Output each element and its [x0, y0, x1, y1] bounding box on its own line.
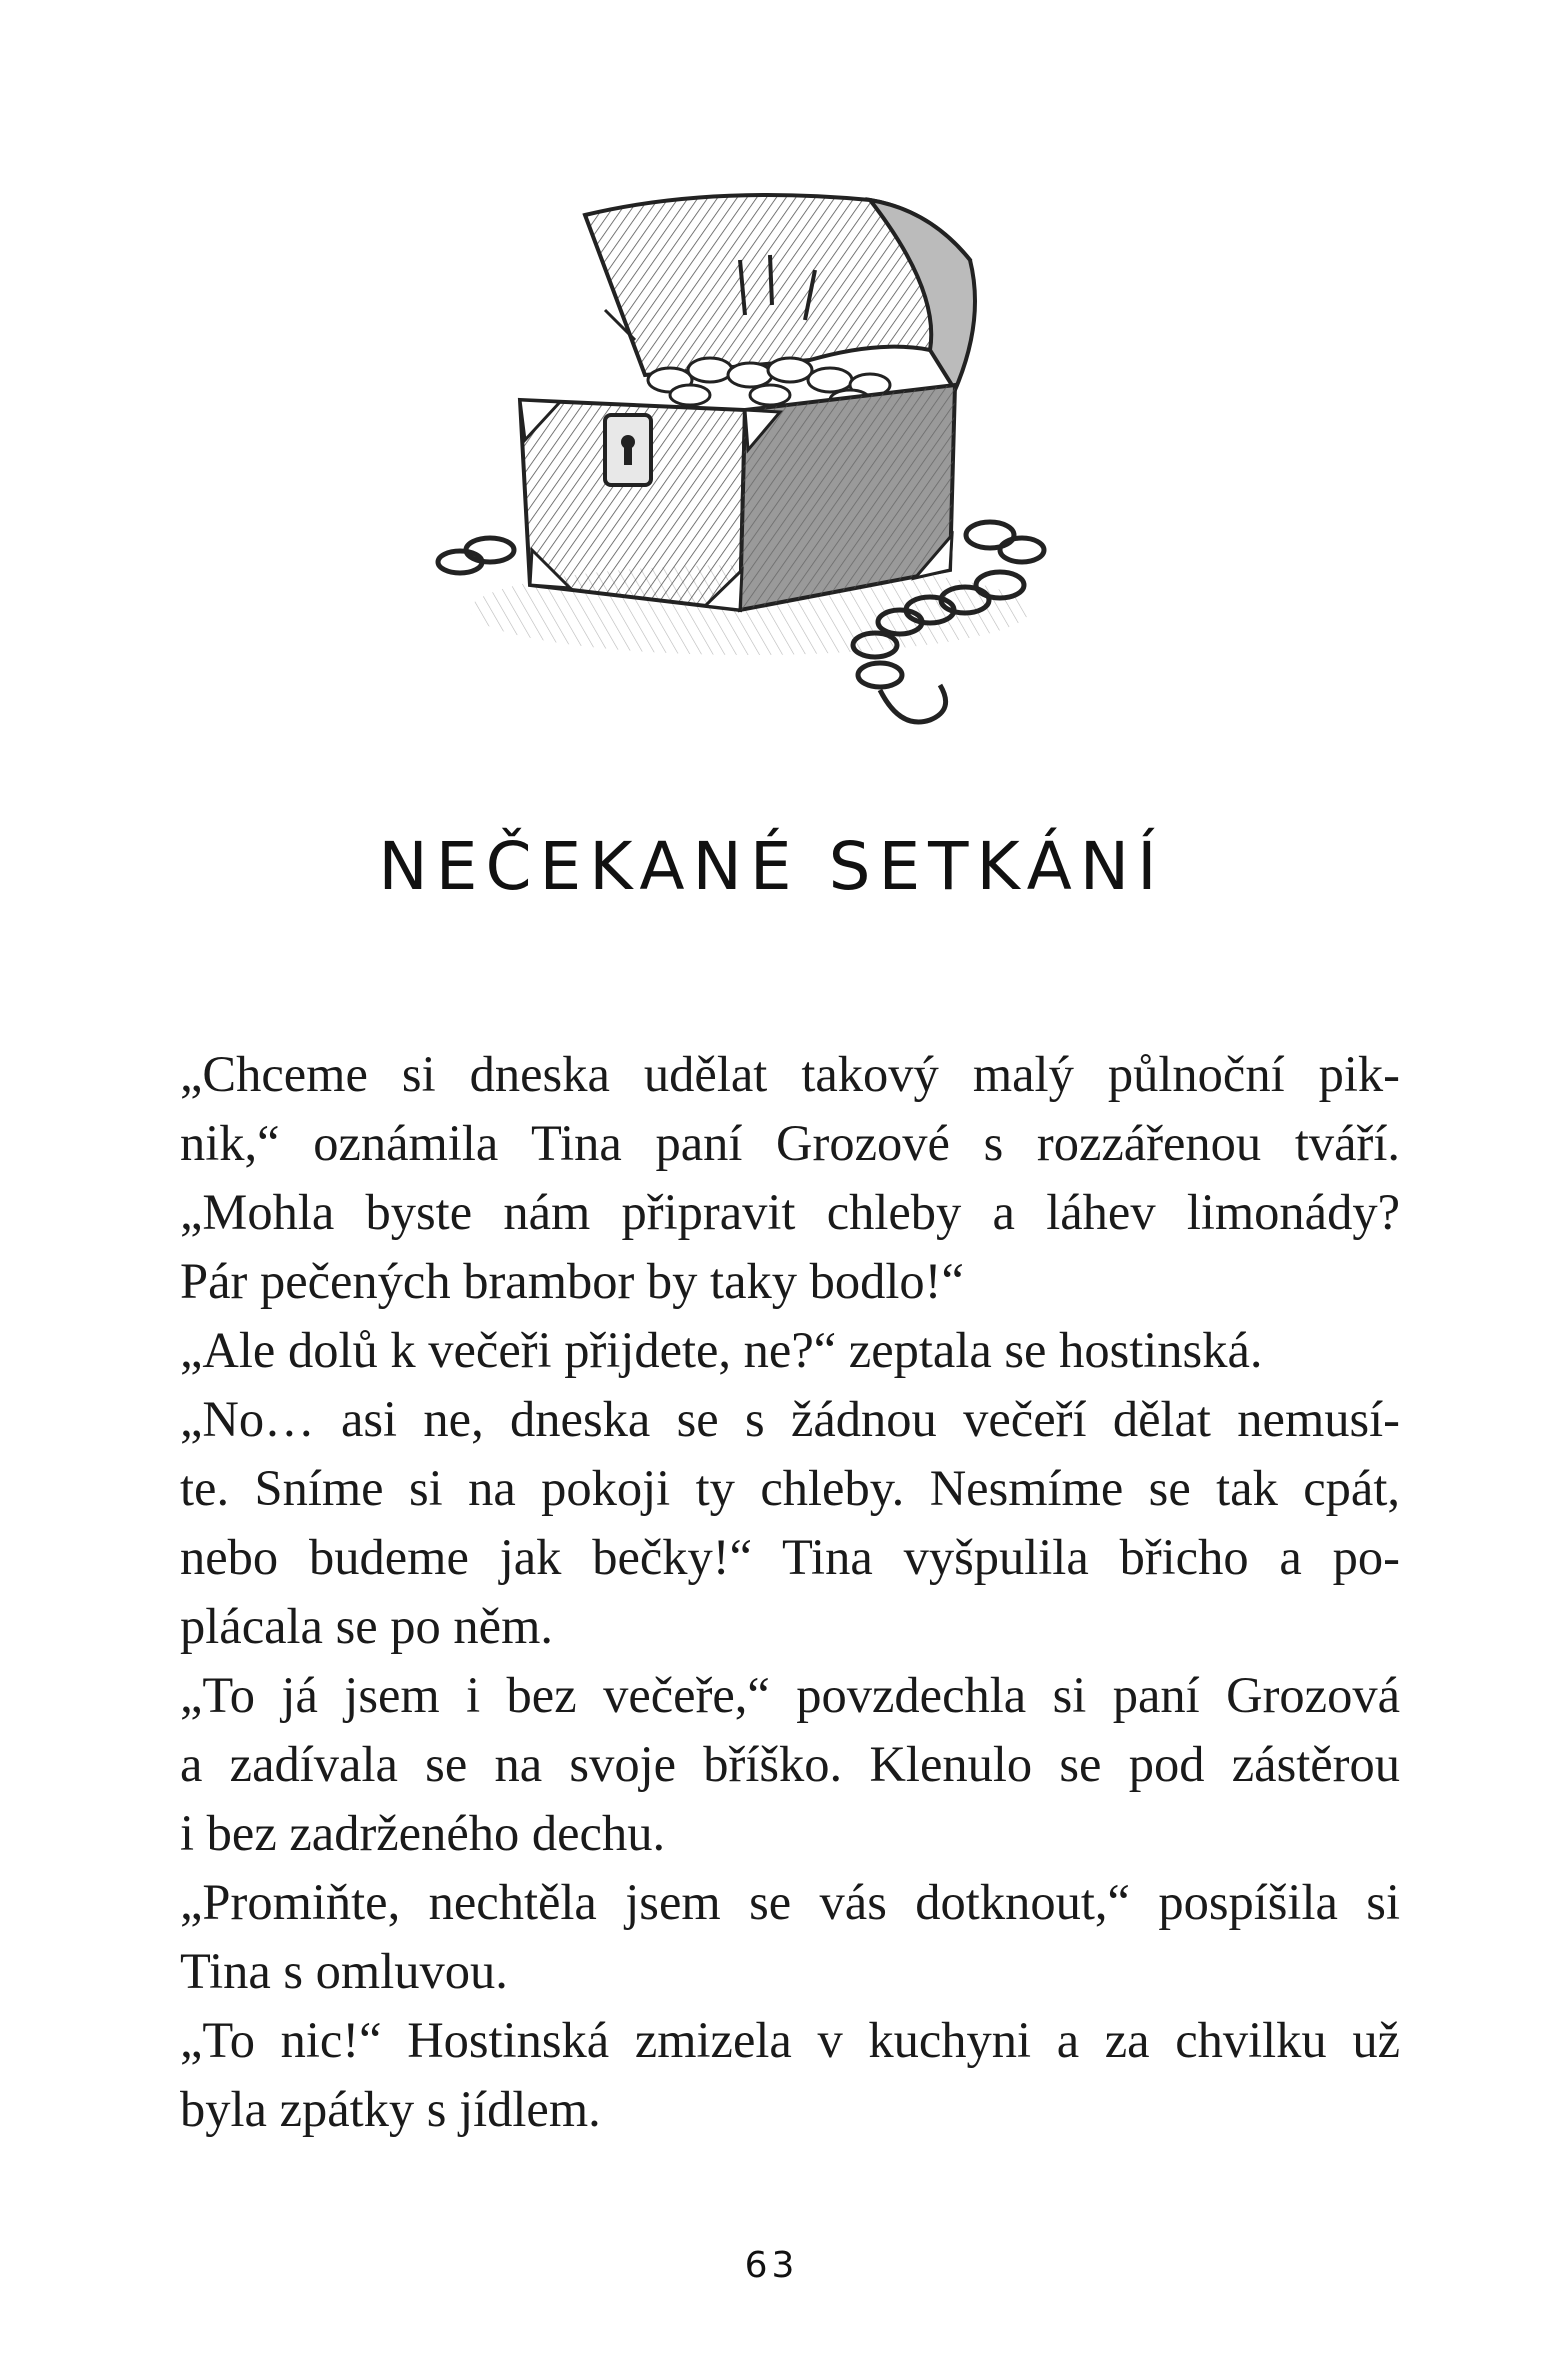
page-number: 63 [744, 2245, 799, 2286]
text-line: Tina s omluvou. [180, 1943, 508, 1999]
text-line: a zadívala se na svoje bříško. Klenulo se pod zástěrou [180, 1736, 1400, 1792]
treasure-chest-icon [410, 190, 1150, 760]
text-line: Pár pečených brambor by taky bodlo!“ [180, 1253, 964, 1309]
text-line: „Chceme si dneska udělat takový malý půlnoční pik- [180, 1046, 1400, 1102]
chapter-title: NEČEKANÉ SETKÁNÍ [378, 828, 1165, 905]
text-line: „No… asi ne, dneska se s žádnou večeří dělat nemusí- [180, 1391, 1400, 1447]
text-line: „Ale dolů k večeři přijdete, ne?“ zeptala se hostinská. [180, 1322, 1263, 1378]
text-line: te. Sníme si na pokoji ty chleby. Nesmíme se tak cpát, [180, 1460, 1400, 1516]
text-line: „Promiňte, nechtěla jsem se vás dotknout,“ pospíšila si [180, 1874, 1400, 1930]
body-text [180, 1040, 1400, 2144]
text-line: nebo budeme jak bečky!“ Tina vyšpulila břicho a po- [180, 1529, 1400, 1585]
text-line: byla zpátky s jídlem. [180, 2081, 601, 2137]
text-line: „To nic!“ Hostinská zmizela v kuchyni a za chvilku už [180, 2012, 1400, 2068]
text-line: plácala se po něm. [180, 1598, 553, 1654]
text-line: „To já jsem i bez večeře,“ povzdechla si paní Grozová [180, 1667, 1400, 1723]
text-line: „Mohla byste nám připravit chleby a láhev limonády? [180, 1184, 1400, 1240]
text-line: nik,“ oznámila Tina paní Grozové s rozzářenou tváří. [180, 1115, 1400, 1171]
text-line: i bez zadrženého dechu. [180, 1805, 666, 1861]
